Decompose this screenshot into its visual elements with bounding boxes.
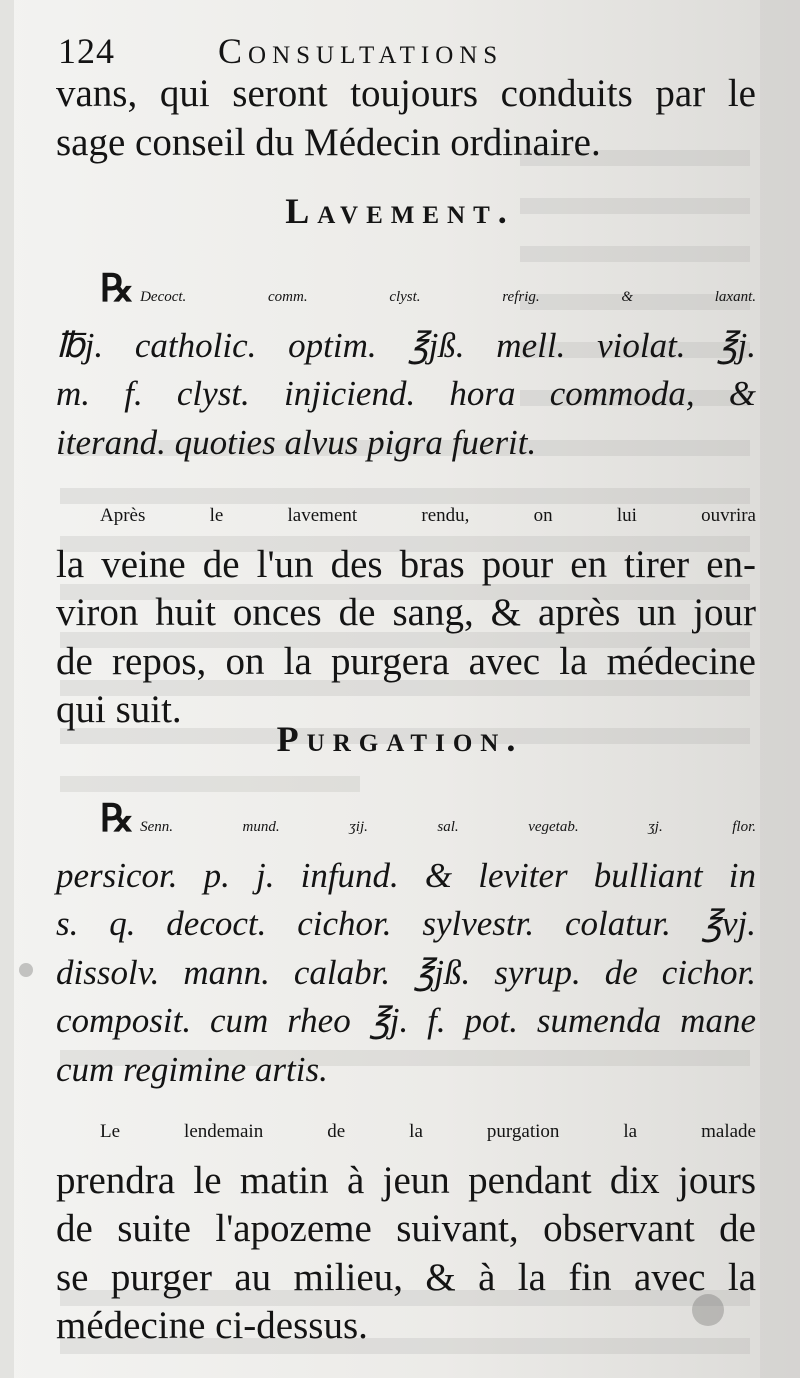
paragraph-lendemain (56, 1108, 756, 1351)
recipe-lavement (56, 265, 756, 467)
text-line: sage conseil du Médecin ordinaire. (56, 120, 601, 164)
recipe-line (56, 265, 756, 322)
text-line: Le lendemain de la purgation la malade (100, 1121, 756, 1142)
text-line: viron huit onces de sang, & après un jour (56, 591, 756, 634)
text-line: la veine de l'un des bras pour en tirer en- (56, 542, 756, 586)
recipe-line: composit. cum rheo ℥j. f. pot. sumenda mane (56, 1001, 756, 1040)
recipe-line: m. f. clyst. injiciend. hora commoda, & (56, 374, 756, 413)
recipe-line (56, 795, 756, 852)
text-line: de suite l'apozeme suivant, observant de (56, 1207, 756, 1250)
text-line: Après le lavement rendu, on lui ouvrira (100, 505, 756, 526)
page-number: 124 (58, 31, 115, 71)
recipe-symbol-icon: ℞ (100, 798, 135, 840)
text-line: qui suit. (56, 688, 182, 731)
recipe-line-text: Senn. mund. ʒij. sal. vegetab. ʒj. flor. (140, 819, 756, 835)
recipe-line: iterand. quoties alvus pigra fuerit. (56, 422, 537, 462)
paragraph-apres (56, 492, 756, 735)
recipe-line: cum regimine artis. (56, 1049, 328, 1089)
recipe-purgation (56, 795, 756, 1094)
text-line: de repos, on la purgera avec la médecine (56, 639, 756, 683)
recipe-line: persicor. p. j. infund. & leviter bulliant in (56, 855, 756, 895)
intro-paragraph (56, 70, 756, 167)
recipe-symbol-icon: ℞ (100, 268, 135, 310)
recipe-line-text: Decoct. comm. clyst. refrig. & laxant. (140, 289, 756, 305)
running-head-title: Consultations (218, 31, 504, 71)
text-line: se purger au milieu, & à la fin avec la (56, 1255, 756, 1299)
text-line: prendra le matin à jeun pendant dix jours (56, 1158, 756, 1202)
section-heading-lavement: Lavement. (285, 191, 515, 231)
recipe-line: ℔j. catholic. optim. ℥jß. mell. violat. ℥j. (56, 325, 756, 365)
section-heading-purgation: Purgation. (276, 719, 524, 759)
text-line: vans, qui seront toujours conduits par le (56, 72, 756, 115)
text-line: médecine ci-dessus. (56, 1304, 368, 1347)
recipe-line: s. q. decoct. cichor. sylvestr. colatur. ℥vj. (56, 904, 756, 943)
recipe-line: dissolv. mann. calabr. ℥jß. syrup. de cichor. (56, 952, 756, 992)
